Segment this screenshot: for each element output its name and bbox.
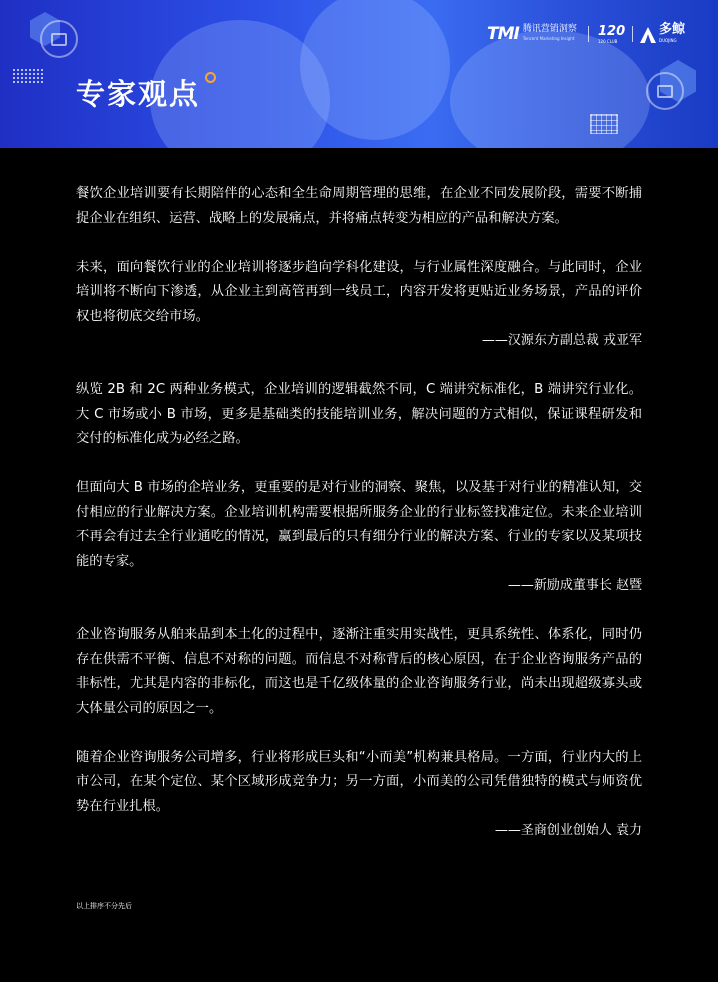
expert-opinions [76,182,642,844]
server-ring-icon [646,72,684,110]
background-figure-shape [300,0,450,140]
paragraph: 未来，面向餐饮行业的企业培训将逐步趋向学科化建设，与行业属性深度融合。与此同时，企业培训将不断向下渗透，从企业主到高管再到一线员工，内容开发将更贴近业务场景，产品的评价权也将彻底交给市场。 [76,259,642,324]
title-dot-icon [205,72,216,83]
grid-icon [590,114,618,134]
duojing-name: 多鲸 [659,22,686,37]
paragraph: 餐饮企业培训要有长期陪伴的心态和全生命周期管理的思维，在企业不同发展阶段，需要不断捕捉企业在组织、运营、战略上的发展痛点，并将痛点转变为相应的产品和解决方案。 [76,186,642,226]
tmi-name-en: Tencent Marketing Insight [522,36,575,41]
background-figure-shape [450,30,650,148]
paragraph: 企业咨询服务从舶来品到本土化的过程中，逐渐注重实用实战性，更具系统性、体系化，同时仍存在供需不平衡、信息不对称的问题。而信息不对称背后的核心原因，在于企业咨询服务产品的非标性，尤其是内容的非标化，而这也是千亿级体量的企业咨询服务行业，尚未出现超级寡头或大体量公司的原因之一。 [76,627,642,716]
dot-grid-icon [12,68,44,84]
header-banner [0,0,718,148]
duojing-logo [640,24,685,46]
chat-ring-icon [40,20,78,58]
paragraph: 随着企业咨询服务公司增多，行业将形成巨头和“小而美”机构兼具格局。一方面，行业内大的上市公司，在某个定位、某个区域形成竞争力；另一方面，小而美的公司凭借独特的模式与师资优势在行业扎根。 [76,749,642,814]
page-title: 专家观点 [76,77,201,111]
logo-divider [632,26,633,42]
expert-signature: ——新励成董事长 赵暨 [507,578,642,593]
paragraph: 纵览 2B 和 2C 两种业务模式，企业培训的逻辑截然不同，C 端讲究标准化，B 端讲究行业化。大 C 市场或小 B 市场，更多是基础类的技能培训业务，解决问题的方式相似，保证课程研发和交付的标准化成为必经之路。 [76,382,642,446]
expert-signature: ——圣商创业创始人 袁力 [494,823,642,838]
footer-note: 以上排序不分先后 [76,902,132,910]
tmi-logo [487,24,577,44]
club-120-mark: 120 [598,24,626,39]
tmi-name-cn: 腾讯营销洞察 [522,24,577,34]
club-120-sub: 120 CLUB [598,39,618,44]
expert-signature: ——汉源东方副总裁 戎亚军 [481,333,642,348]
duojing-icon [640,27,656,43]
paragraph: 但面向大 B 市场的企培业务，更重要的是对行业的洞察、聚焦，以及基于对行业的精准认知，交付相应的行业解决方案。企业培训机构需要根据所服务企业的行业标签找准定位。未来企业培训不再会有过去全行业通吃的情况，赢到最后的只有细分行业的解决方案、行业的专家以及某项技能的专家。 [76,480,642,569]
logo-divider [588,26,589,42]
tmi-mark: TMI [487,24,519,44]
duojing-sub: DUOJING [659,38,677,43]
club-120-logo [598,24,625,44]
